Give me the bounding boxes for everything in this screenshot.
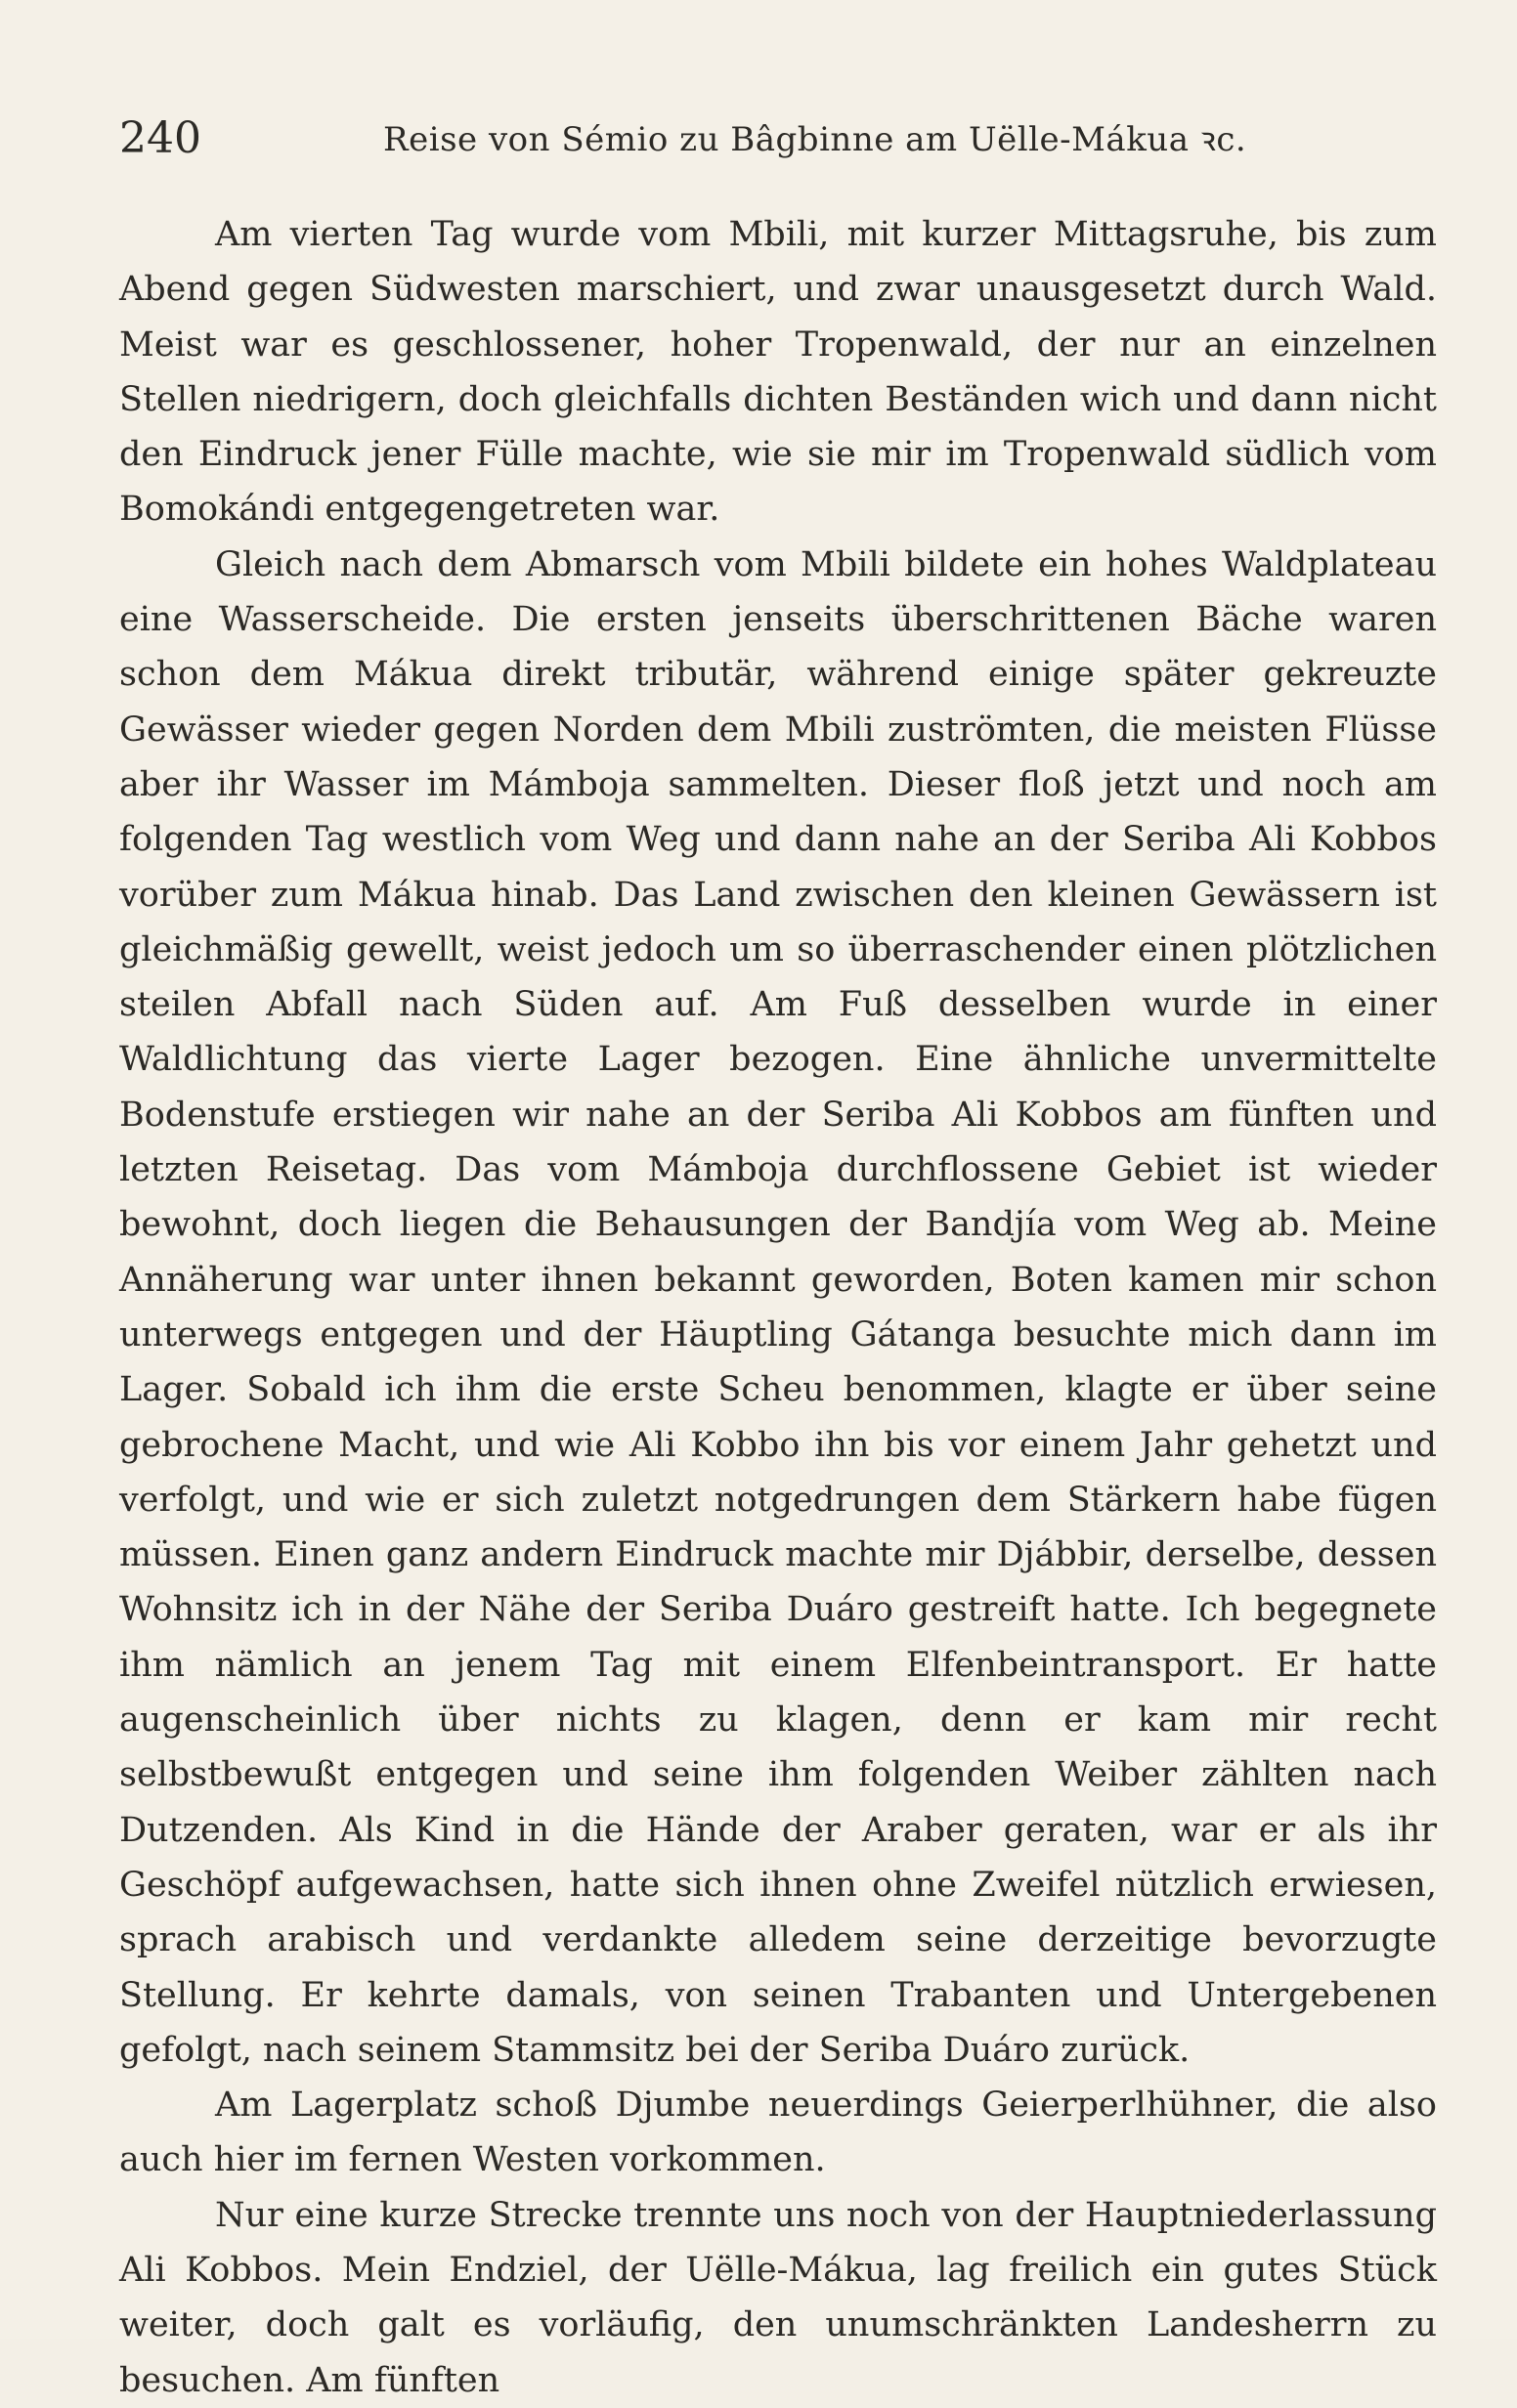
paragraph-1: Am vierten Tag wurde vom Mbili, mit kurzer Mittagsruhe, bis zum Abend gegen Südwesten marschiert, und zwar unausgesetzt durch Wald. Meist war es geschlossener, hoher Tropenwald, der nur an einzelnen Stellen niedrigern, doch gleichfalls dichten Beständen wich und dann nicht den Eindruck jener Fülle machte, wie sie mir im Tropenwald südlich vom Bomokándi entgegengetreten war. <box>119 215 1437 530</box>
paragraph-2: Gleich nach dem Abmarsch vom Mbili bildete ein hohes Waldplateau eine Wasserscheide. Die ersten jenseits überschrittenen Bäche waren schon dem Mákua direkt tributär, während einige später gekreuzte Gewässer wieder gegen Norden dem Mbili zuströmten, die meisten Flüsse aber ihr Wasser im Mámboja sammelten. Dieser floß jetzt und noch am folgenden Tag westlich vom Weg und dann nahe an der Seriba Ali Kobbos vorüber zum Mákua hinab. Das Land zwischen den kleinen Gewässern ist gleichmäßig gewellt, weist jedoch um so überraschender einen plötzlichen steilen Abfall nach Süden auf. Am Fuß desselben wurde in einer Waldlichtung das vierte Lager bezogen. Eine ähnliche unvermittelte Bodenstufe erstiegen wir nahe an der Seriba Ali Kobbos am fünften und letzten Reisetag. Das vom Mámboja durchflossene Gebiet ist wieder bewohnt, doch liegen die Behausungen der Bandjía vom Weg ab. Meine Annäherung war unter ihnen bekannt geworden, Boten kamen mir schon unterwegs entgegen und der Häuptling Gátanga besuchte mich dann im Lager. Sobald ich ihm die erste Scheu benommen, klagte er über seine gebrochene Macht, und wie Ali Kobbo ihn bis vor einem Jahr gehetzt und verfolgt, und wie er sich zuletzt notgedrungen dem Stärkern habe fügen müssen. Einen ganz andern Eindruck machte mir Djábbir, derselbe, dessen Wohnsitz ich in der Nähe der Seriba Duáro gestreift hatte. Ich begegnete ihm nämlich an jenem Tag mit einem Elfenbeintransport. Er hatte augenscheinlich über nichts zu klagen, denn er kam mir recht selbstbewußt entgegen und seine ihm folgenden Weiber zählten nach Dutzenden. Als Kind in die Hände der Araber geraten, war er als ihr Geschöpf aufgewachsen, hatte sich ihnen ohne Zweifel nützlich erwiesen, sprach arabisch und verdankte alledem seine derzeitige bevorzugte Stellung. Er kehrte damals, von seinen Trabanten und Untergebenen gefolgt, nach seinem Stammsitz bei der Seriba Duáro zurück. <box>119 544 1437 2070</box>
body-text <box>119 207 1437 2408</box>
page-number: 240 <box>119 113 201 163</box>
page-header <box>119 109 1439 168</box>
paragraph-3: Am Lagerplatz schoß Djumbe neuerdings Geierperlhühner, die also auch hier im fernen Westen vorkommen. <box>119 2086 1437 2180</box>
paragraph-4: Nur eine kurze Strecke trennte uns noch von der Hauptniederlassung Ali Kobbos. Mein Endziel, der Uëlle-Mákua, lag freilich ein gutes Stück weiter, doch galt es vorläufig, den unumschränkten Landesherrn zu besuchen. Am fünften <box>119 2195 1437 2400</box>
running-head: Reise von Sémio zu Bâgbinne am Uëlle-Mákua ꝛc. <box>383 120 1247 159</box>
